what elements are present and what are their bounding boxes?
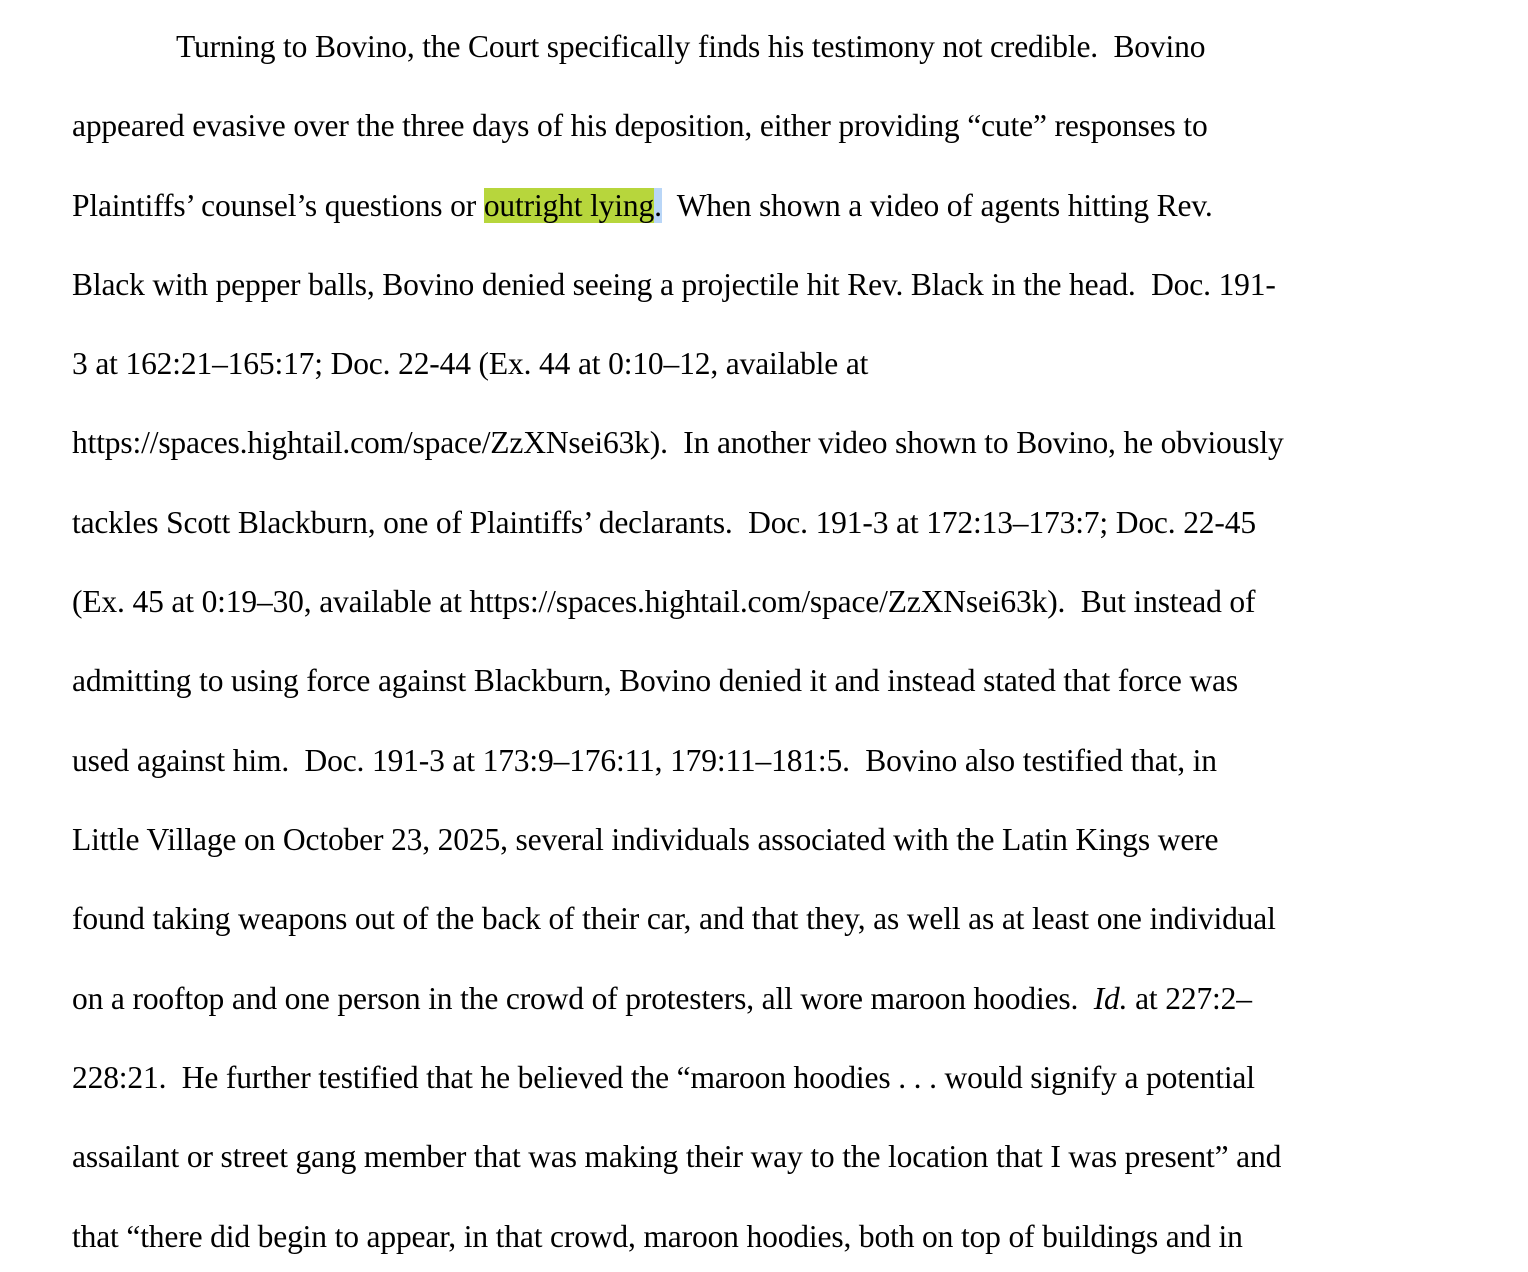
text-line-3-start[interactable]: Plaintiffs’ counsel’s questions or	[72, 188, 484, 223]
text-line-13[interactable]	[72, 979, 1252, 1019]
selected-text[interactable]: .	[654, 188, 662, 223]
text-line-3-end[interactable]: When shown a video of agents hitting Rev.	[661, 188, 1213, 223]
text-line-12[interactable]: found taking weapons out of the back of their car, and that they, as well as at least one individual	[72, 901, 1276, 936]
text-line-6[interactable]: https://spaces.hightail.com/space/ZzXNsei63k). In another video shown to Bovino, he obviously	[72, 425, 1284, 460]
text-line-1[interactable]: Turning to Bovino, the Court specifically finds his testimony not credible. Bovino	[176, 29, 1206, 64]
text-line-8[interactable]: (Ex. 45 at 0:19–30, available at https://spaces.hightail.com/space/ZzXNsei63k). But instead of	[72, 584, 1256, 619]
text-line-13-end[interactable]: at 227:2–	[1127, 981, 1252, 1016]
text-line-7[interactable]: tackles Scott Blackburn, one of Plaintiffs’ declarants. Doc. 191-3 at 172:13–173:7; Doc. 22-45	[72, 505, 1256, 540]
highlighted-text[interactable]: outright lying	[483, 188, 655, 223]
text-line-3[interactable]	[72, 186, 1213, 226]
text-line-9[interactable]: admitting to using force against Blackburn, Bovino denied it and instead stated that force was	[72, 663, 1238, 698]
citation-id[interactable]: Id.	[1093, 981, 1128, 1016]
text-line-11[interactable]: Little Village on October 23, 2025, several individuals associated with the Latin Kings were	[72, 822, 1219, 857]
text-line-15[interactable]: assailant or street gang member that was making their way to the location that I was present” and	[72, 1139, 1282, 1174]
text-line-13-start[interactable]: on a rooftop and one person in the crowd of protesters, all wore maroon hoodies.	[72, 981, 1094, 1016]
text-line-2[interactable]: appeared evasive over the three days of his deposition, either providing “cute” responses to	[72, 108, 1208, 143]
text-line-16[interactable]: that “there did begin to appear, in that crowd, maroon hoodies, both on top of buildings and in	[72, 1219, 1243, 1254]
text-line-4[interactable]: Black with pepper balls, Bovino denied seeing a projectile hit Rev. Black in the head. Doc. 191-	[72, 267, 1276, 302]
text-line-5[interactable]: 3 at 162:21–165:17; Doc. 22-44 (Ex. 44 at 0:10–12, available at	[72, 346, 869, 381]
text-line-10[interactable]: used against him. Doc. 191-3 at 173:9–176:11, 179:11–181:5. Bovino also testified that, in	[72, 743, 1217, 778]
text-line-14[interactable]: 228:21. He further testified that he believed the “maroon hoodies . . . would signify a potential	[72, 1060, 1255, 1095]
